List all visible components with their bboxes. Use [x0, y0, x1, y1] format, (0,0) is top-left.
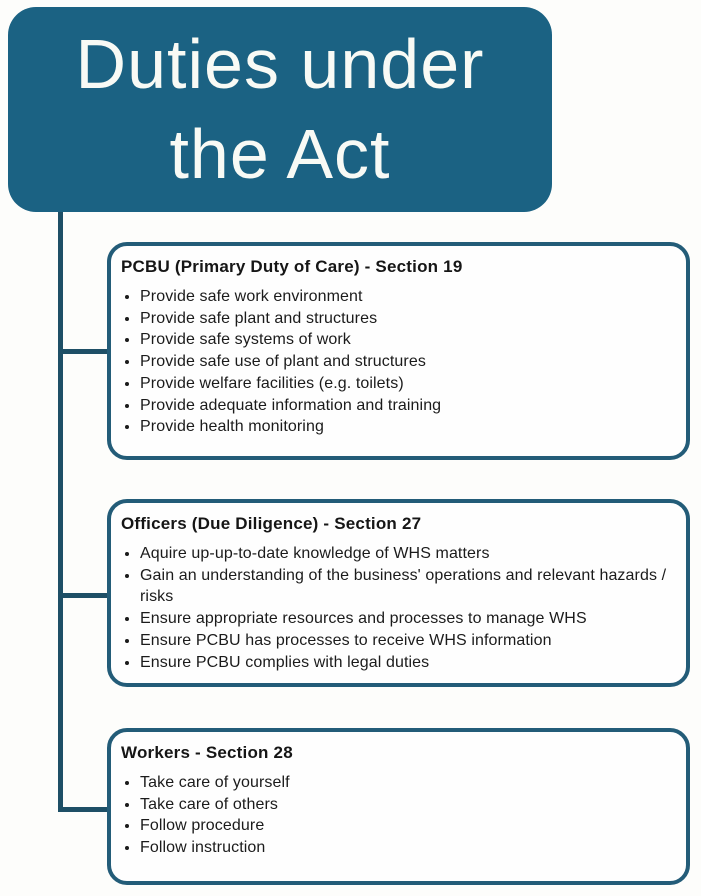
section-heading-pcbu: PCBU (Primary Duty of Care) - Section 19 — [121, 257, 463, 276]
connector-branch-workers — [58, 807, 111, 812]
bullet-item: • Aquire up-up-to-date knowledge of WHS matters — [140, 543, 670, 565]
title-box — [8, 7, 552, 212]
title-line-2: the Act — [169, 114, 391, 193]
bullet-item: • Provide safe plant and structures — [140, 308, 670, 330]
bullet-item: • Ensure PCBU complies with legal duties — [140, 652, 670, 674]
title-line-1: Duties under — [75, 24, 485, 103]
section-box-officers — [107, 499, 690, 687]
connector-vertical-line — [58, 212, 63, 812]
bullet-item: • Provide adequate information and training — [140, 395, 670, 417]
bullet-item: • Take care of others — [140, 794, 670, 816]
bullet-list-workers — [121, 772, 670, 859]
bullet-item: • Provide health monitoring — [140, 416, 670, 438]
bullet-item: • Provide safe work environment — [140, 286, 670, 308]
bullet-item: • Provide welfare facilities (e.g. toilets) — [140, 373, 670, 395]
bullet-item: • Follow instruction — [140, 837, 670, 859]
section-box-pcbu — [107, 242, 690, 460]
connector-branch-officers — [58, 593, 111, 598]
section-box-workers — [107, 728, 690, 885]
bullet-item: • Provide safe systems of work — [140, 329, 670, 351]
bullet-item: • Provide safe use of plant and structures — [140, 351, 670, 373]
bullet-item: • Follow procedure — [140, 815, 670, 837]
bullet-list-pcbu — [121, 286, 670, 438]
connector-branch-pcbu — [58, 349, 111, 354]
bullet-item: • Gain an understanding of the business' operations and relevant hazards / risks — [140, 565, 670, 608]
bullet-item: • Ensure PCBU has processes to receive WHS information — [140, 630, 670, 652]
bullet-item: • Ensure appropriate resources and processes to manage WHS — [140, 608, 670, 630]
section-heading-workers: Workers - Section 28 — [121, 743, 293, 762]
section-heading-officers: Officers (Due Diligence) - Section 27 — [121, 514, 422, 533]
bullet-item: • Take care of yourself — [140, 772, 670, 794]
bullet-list-officers — [121, 543, 670, 673]
